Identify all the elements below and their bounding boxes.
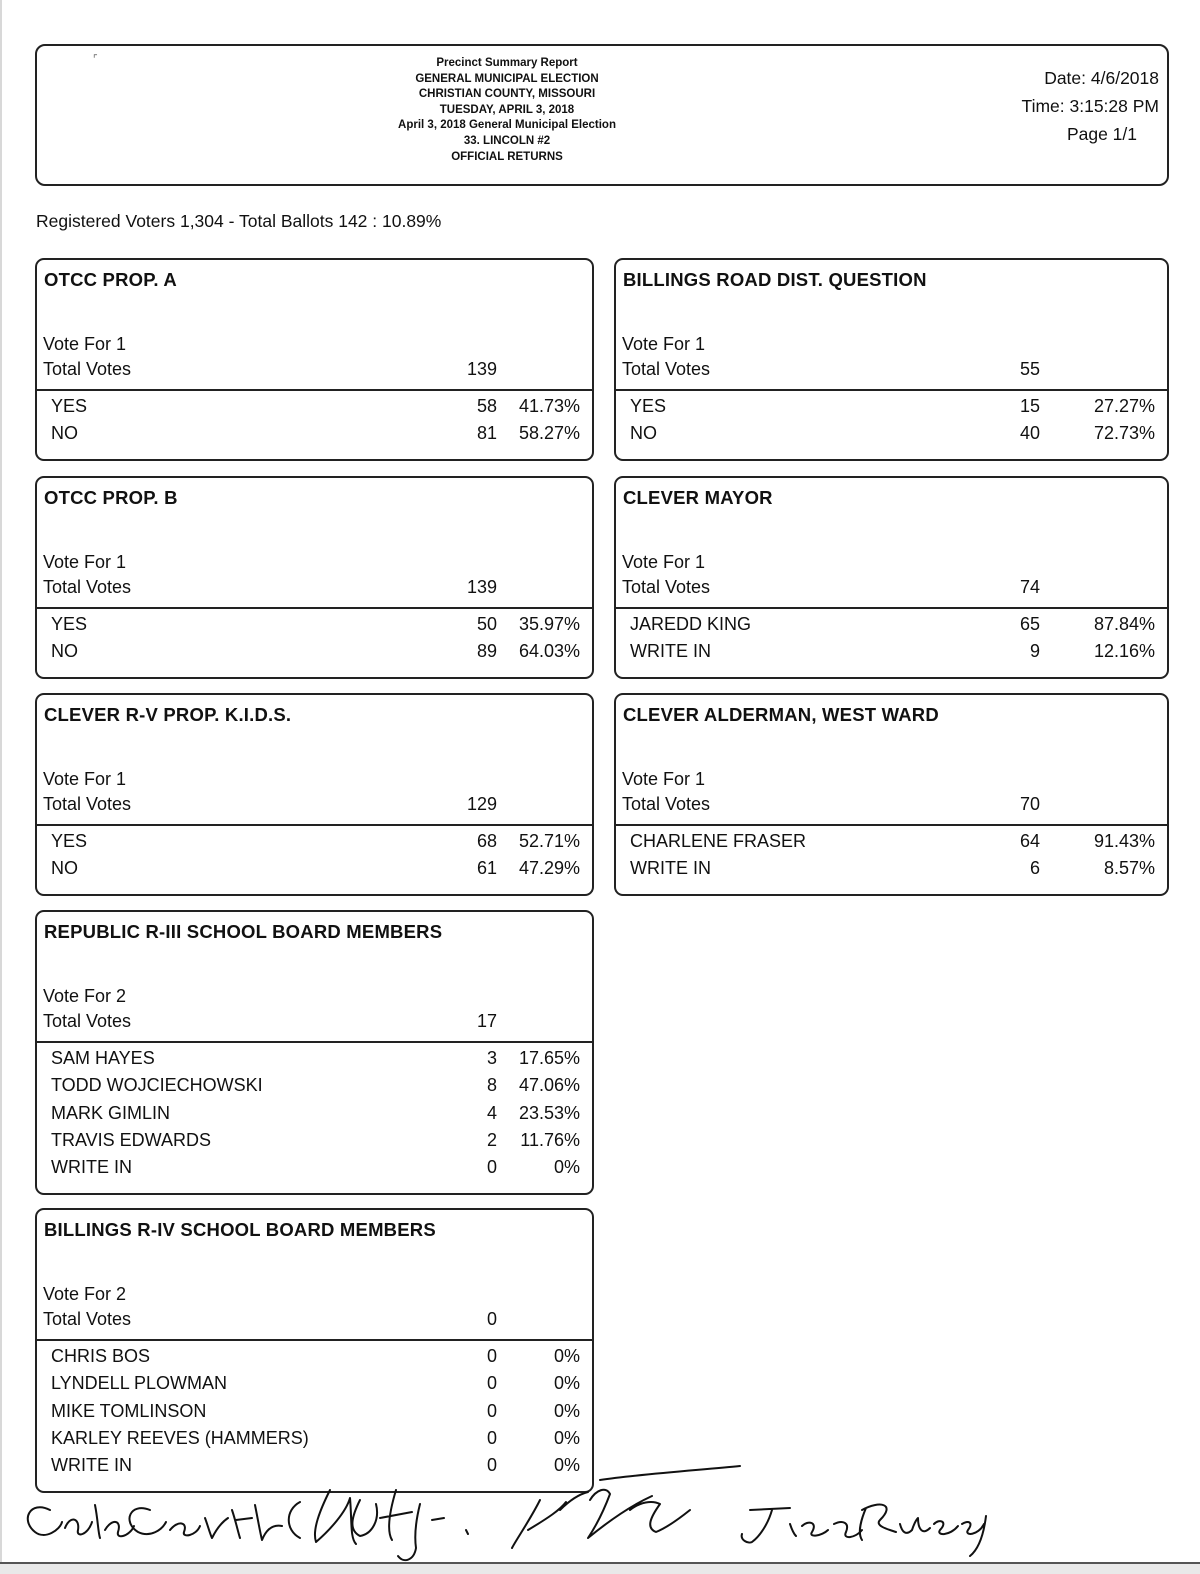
divider bbox=[37, 1339, 592, 1341]
result-row bbox=[37, 1103, 592, 1130]
total-votes-value: 0 bbox=[486, 1309, 497, 1329]
choice-votes: 3 bbox=[486, 1048, 497, 1068]
page-edge bbox=[0, 0, 2, 1574]
total-votes-label: Total Votes bbox=[622, 577, 711, 597]
results-list bbox=[37, 831, 592, 886]
result-row bbox=[37, 831, 592, 858]
choice-percent: 23.53% bbox=[518, 1102, 580, 1123]
choice-percent: 64.03% bbox=[518, 641, 580, 662]
choice-name: NO bbox=[51, 641, 78, 662]
signatures bbox=[0, 1460, 1200, 1570]
results-list bbox=[37, 1048, 592, 1184]
vote-for: Vote For 1 bbox=[43, 552, 127, 572]
report-header bbox=[35, 44, 1169, 186]
choice-votes: 40 bbox=[1019, 423, 1040, 444]
vote-for: Vote For 1 bbox=[622, 552, 706, 572]
choice-name: NO bbox=[630, 423, 657, 444]
choice-percent: 41.73% bbox=[518, 396, 580, 416]
choice-percent: 0% bbox=[553, 1373, 580, 1394]
vote-for: Vote For 1 bbox=[622, 334, 706, 354]
contest-title: OTCC PROP. B bbox=[44, 487, 178, 508]
choice-name: KARLEY REEVES (HAMMERS) bbox=[51, 1427, 309, 1448]
choice-name: LYNDELL PLOWMAN bbox=[51, 1373, 228, 1394]
results-list bbox=[616, 614, 1167, 669]
contest-box bbox=[35, 258, 594, 461]
report-title: Precinct Summary Report bbox=[436, 57, 578, 69]
result-row bbox=[37, 1075, 592, 1102]
choice-votes: 61 bbox=[476, 858, 497, 879]
total-votes-value: 74 bbox=[1019, 577, 1040, 597]
contest-box bbox=[35, 476, 594, 679]
result-row bbox=[37, 1428, 592, 1455]
results-list bbox=[616, 831, 1167, 886]
choice-name: WRITE IN bbox=[51, 1157, 132, 1178]
divider bbox=[616, 824, 1167, 826]
turnout-summary: Registered Voters 1,304 - Total Ballots 142 : 10.89% bbox=[36, 211, 442, 231]
total-votes-value: 55 bbox=[1019, 359, 1040, 379]
choice-votes: 89 bbox=[476, 641, 497, 662]
choice-votes: 64 bbox=[1019, 831, 1040, 851]
choice-votes: 50 bbox=[476, 614, 497, 634]
contest-title: CLEVER ALDERMAN, WEST WARD bbox=[623, 704, 939, 725]
results-list bbox=[37, 396, 592, 451]
contest-title: BILLINGS R-IV SCHOOL BOARD MEMBERS bbox=[44, 1219, 436, 1240]
contest-box bbox=[614, 693, 1169, 896]
choice-votes: 6 bbox=[1029, 858, 1040, 879]
choice-percent: 8.57% bbox=[1103, 858, 1155, 879]
contest-box bbox=[35, 1208, 594, 1493]
choice-name: WRITE IN bbox=[51, 1455, 132, 1476]
signature-3 bbox=[512, 1466, 740, 1548]
choice-votes: 4 bbox=[486, 1102, 497, 1123]
choice-percent: 0% bbox=[553, 1427, 580, 1448]
vote-for: Vote For 2 bbox=[43, 986, 127, 1006]
choice-percent: 17.65% bbox=[518, 1048, 580, 1068]
choice-votes: 81 bbox=[476, 423, 497, 444]
contest-box bbox=[614, 476, 1169, 679]
report-date: Date: 4/6/2018 bbox=[1044, 68, 1159, 88]
choice-percent: 87.84% bbox=[1093, 614, 1155, 634]
choice-percent: 47.29% bbox=[518, 858, 580, 879]
result-row bbox=[37, 423, 592, 450]
precinct: 33. LINCOLN #2 bbox=[463, 134, 551, 147]
choice-percent: 11.76% bbox=[520, 1129, 580, 1150]
result-row bbox=[37, 1157, 592, 1184]
choice-percent: 0% bbox=[553, 1455, 580, 1476]
choice-percent: 58.27% bbox=[518, 423, 580, 444]
choice-percent: 27.27% bbox=[1093, 396, 1155, 416]
signature-4 bbox=[742, 1508, 862, 1543]
result-row bbox=[616, 423, 1167, 450]
choice-name: TODD WOJCIECHOWSKI bbox=[51, 1075, 263, 1096]
total-votes-value: 17 bbox=[476, 1011, 497, 1031]
total-votes-label: Total Votes bbox=[43, 577, 132, 597]
vote-for: Vote For 1 bbox=[43, 334, 127, 354]
county: CHRISTIAN COUNTY, MISSOURI bbox=[418, 88, 596, 101]
result-row bbox=[616, 641, 1167, 668]
choice-name: SAM HAYES bbox=[51, 1048, 155, 1068]
contest-box bbox=[35, 910, 594, 1195]
result-row bbox=[616, 831, 1167, 858]
choice-name: NO bbox=[51, 858, 78, 879]
vote-for: Vote For 1 bbox=[622, 769, 706, 789]
results-list bbox=[37, 614, 592, 669]
page-number: Page 1/1 bbox=[1066, 124, 1137, 144]
choice-name: TRAVIS EDWARDS bbox=[51, 1129, 212, 1150]
total-votes-label: Total Votes bbox=[43, 1011, 132, 1031]
choice-votes: 15 bbox=[1019, 396, 1040, 416]
header-center bbox=[337, 56, 677, 165]
choice-votes: 0 bbox=[486, 1400, 497, 1421]
choice-percent: 12.16% bbox=[1093, 641, 1155, 662]
choice-percent: 91.43% bbox=[1093, 831, 1155, 851]
contest-box bbox=[35, 693, 594, 896]
report-time: Time: 3:15:28 PM bbox=[1021, 96, 1159, 116]
choice-percent: 52.71% bbox=[518, 831, 580, 851]
choice-name: YES bbox=[51, 614, 88, 634]
return-status: OFFICIAL RETURNS bbox=[451, 150, 563, 163]
choice-votes: 0 bbox=[486, 1346, 497, 1366]
result-row bbox=[37, 1373, 592, 1400]
result-row bbox=[616, 614, 1167, 641]
choice-votes: 2 bbox=[486, 1129, 497, 1150]
scan-mark: ⌜ bbox=[93, 54, 98, 65]
total-votes-label: Total Votes bbox=[43, 1309, 132, 1329]
choice-name: CHRIS BOS bbox=[51, 1346, 151, 1366]
divider bbox=[37, 607, 592, 609]
choice-percent: 47.06% bbox=[518, 1075, 580, 1096]
election-name: April 3, 2018 General Municipal Election bbox=[398, 119, 616, 132]
choice-percent: 72.73% bbox=[1093, 423, 1155, 444]
result-row bbox=[37, 614, 592, 641]
choice-votes: 0 bbox=[486, 1373, 497, 1394]
signature-5 bbox=[860, 1505, 986, 1556]
contest-title: CLEVER R-V PROP. K.I.D.S. bbox=[44, 704, 292, 725]
result-row bbox=[616, 858, 1167, 885]
choice-name: MIKE TOMLINSON bbox=[51, 1400, 207, 1421]
contest-title: REPUBLIC R-III SCHOOL BOARD MEMBERS bbox=[44, 921, 443, 942]
election-type: GENERAL MUNICIPAL ELECTION bbox=[415, 72, 599, 85]
contest-box bbox=[614, 258, 1169, 461]
choice-percent: 0% bbox=[553, 1157, 580, 1178]
choice-votes: 58 bbox=[476, 396, 497, 416]
choice-percent: 0% bbox=[553, 1400, 580, 1421]
signature-1 bbox=[28, 1505, 282, 1540]
divider bbox=[37, 1041, 592, 1043]
page-bottom-edge bbox=[0, 1562, 1200, 1574]
result-row bbox=[37, 1401, 592, 1428]
result-row bbox=[37, 1346, 592, 1373]
choice-name: CHARLENE FRASER bbox=[630, 831, 807, 851]
vote-for: Vote For 2 bbox=[43, 1284, 127, 1304]
header-meta bbox=[1022, 64, 1159, 148]
total-votes-label: Total Votes bbox=[622, 359, 711, 379]
choice-votes: 0 bbox=[486, 1157, 497, 1178]
choice-votes: 0 bbox=[486, 1455, 497, 1476]
choice-votes: 0 bbox=[486, 1427, 497, 1448]
choice-votes: 68 bbox=[476, 831, 497, 851]
choice-votes: 8 bbox=[486, 1075, 497, 1096]
divider bbox=[37, 389, 592, 391]
total-votes-label: Total Votes bbox=[622, 794, 711, 814]
choice-name: MARK GIMLIN bbox=[51, 1102, 171, 1123]
results-list bbox=[616, 396, 1167, 451]
total-votes-value: 129 bbox=[466, 794, 497, 814]
choice-name: WRITE IN bbox=[630, 641, 711, 662]
contest-title: CLEVER MAYOR bbox=[623, 487, 773, 508]
signature-2 bbox=[289, 1490, 468, 1560]
contest-title: BILLINGS ROAD DIST. QUESTION bbox=[623, 269, 927, 290]
choice-name: JAREDD KING bbox=[630, 614, 752, 634]
total-votes-label: Total Votes bbox=[43, 794, 132, 814]
result-row bbox=[37, 1130, 592, 1157]
election-day: TUESDAY, APRIL 3, 2018 bbox=[439, 103, 575, 116]
choice-percent: 35.97% bbox=[518, 614, 580, 634]
divider bbox=[616, 389, 1167, 391]
choice-percent: 0% bbox=[553, 1346, 580, 1366]
result-row bbox=[37, 1048, 592, 1075]
vote-for: Vote For 1 bbox=[43, 769, 127, 789]
result-row bbox=[37, 641, 592, 668]
choice-name: YES bbox=[630, 396, 667, 416]
divider bbox=[37, 824, 592, 826]
contest-title: OTCC PROP. A bbox=[44, 269, 177, 290]
choice-name: NO bbox=[51, 423, 78, 444]
result-row bbox=[37, 396, 592, 423]
total-votes-value: 139 bbox=[466, 359, 497, 379]
divider bbox=[616, 607, 1167, 609]
total-votes-label: Total Votes bbox=[43, 359, 132, 379]
total-votes-value: 70 bbox=[1019, 794, 1040, 814]
choice-votes: 65 bbox=[1019, 614, 1040, 634]
choice-name: YES bbox=[51, 831, 88, 851]
result-row bbox=[37, 858, 592, 885]
total-votes-value: 139 bbox=[466, 577, 497, 597]
result-row bbox=[616, 396, 1167, 423]
choice-name: WRITE IN bbox=[630, 858, 711, 879]
choice-votes: 9 bbox=[1029, 641, 1040, 662]
choice-name: YES bbox=[51, 396, 88, 416]
